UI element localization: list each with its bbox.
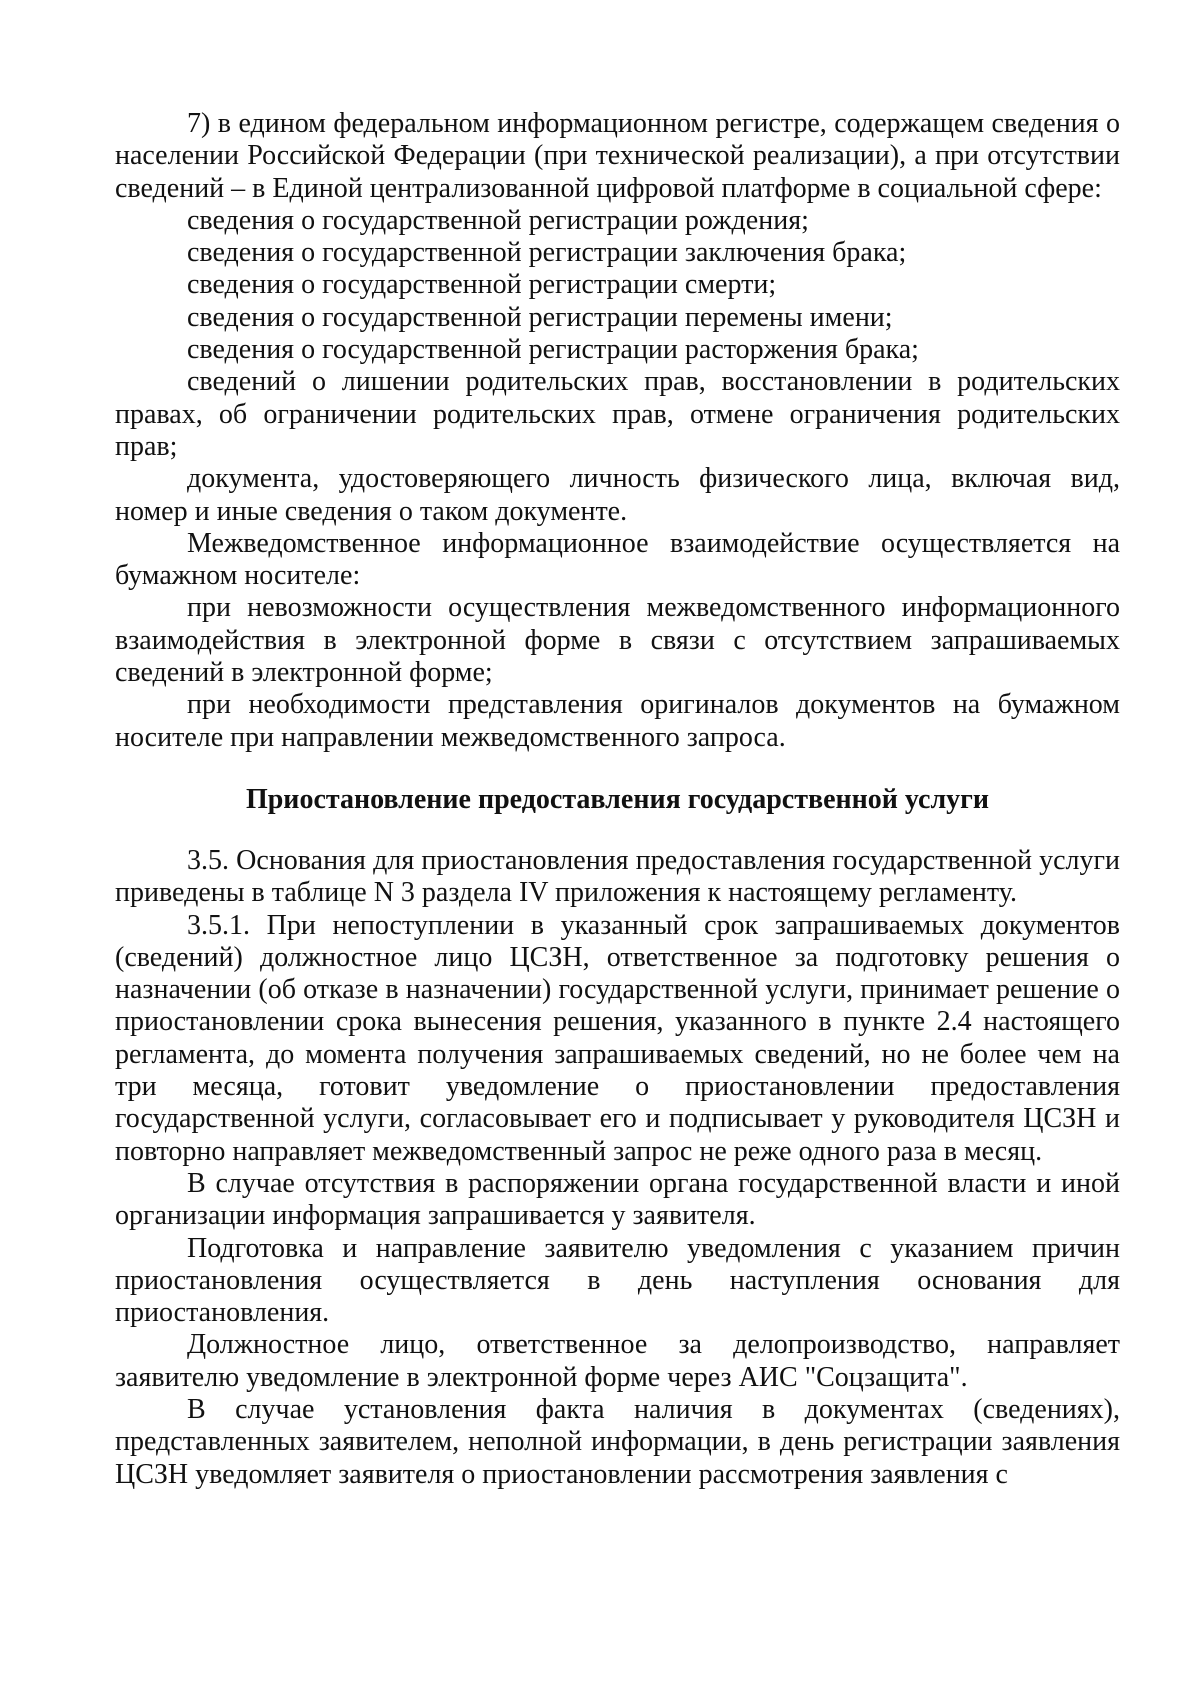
list-item-originals-needed: при необходимости представления оригиналов документов на бумажном носителе при направлении межведомственного запроса. [115, 689, 1120, 753]
paragraph-notification-prep: Подготовка и направление заявителю уведомления с указанием причин приостановления осуществляется в день наступления основания для приостановления. [115, 1232, 1120, 1329]
paragraph-3-5-1: 3.5.1. При непоступлении в указанный срок запрашиваемых документов (сведений) должностное лицо ЦСЗН, ответственное за подготовку решения о назначении (об отказе в назначении) государственной услуги, принимает решение о приостановлении срока вынесения решения, указанного в пункте 2.4 настоящего регламента, до момента получения запрашиваемых сведений, но не более чем на три месяца, готовит уведомление о приостановлении предоставления государственной услуги, согласовывает его и подписывает у руководителя ЦСЗН и повторно направляет межведомственный запрос не реже одного раза в месяц. [115, 909, 1120, 1167]
document-page [115, 108, 1120, 1491]
paragraph-3-5: 3.5. Основания для приостановления предоставления государственной услуги приведены в таблице N 3 раздела IV приложения к настоящему регламенту. [115, 844, 1120, 909]
list-item-name-change: сведения о государственной регистрации перемены имени; [187, 301, 893, 333]
paragraph-official-sends: Должностное лицо, ответственное за делопроизводство, направляет заявителю уведомление в электронной форме через АИС "Соцзащита". [115, 1329, 1120, 1393]
list-item-marriage: сведения о государственной регистрации заключения брака; [187, 237, 907, 269]
list-item-identity-document: документа, удостоверяющего личность физического лица, включая вид, номер и иные сведения о таком документе. [115, 463, 1120, 527]
list-item-parental-rights: сведений о лишении родительских прав, восстановлении в родительских правах, об ограничении родительских прав, отмене ограничения родительских прав; [115, 366, 1120, 462]
list-item-death: сведения о государственной регистрации смерти; [187, 269, 777, 301]
list-item-birth: сведения о государственной регистрации рождения; [187, 204, 809, 236]
section-heading: Приостановление предоставления государственной услуги [245, 783, 990, 815]
list-item-divorce: сведения о государственной регистрации расторжения брака; [187, 334, 919, 366]
list-item-electronic-impossible: при невозможности осуществления межведомственного информационного взаимодействия в электронной форме в связи с отсутствием запрашиваемых сведений в электронной форме; [115, 592, 1120, 689]
paragraph-absence-info: В случае отсутствия в распоряжении органа государственной власти и иной организации информация запрашивается у заявителя. [115, 1167, 1120, 1232]
paragraph-item-7: 7) в едином федеральном информационном регистре, содержащем сведения о населении Российской Федерации (при технической реализации), а при отсутствии сведений – в Единой централизованной цифровой платформе в социальной сфере: [115, 108, 1120, 204]
paragraph-incomplete-info: В случае установления факта наличия в документах (сведениях), представленных заявителем, неполной информации, в день регистрации заявления ЦСЗН уведомляет заявителя о приостановлении рассмотрения заявления с [115, 1393, 1120, 1490]
paragraph-paper-interaction: Межведомственное информационное взаимодействие осуществляется на бумажном носителе: [115, 527, 1120, 592]
